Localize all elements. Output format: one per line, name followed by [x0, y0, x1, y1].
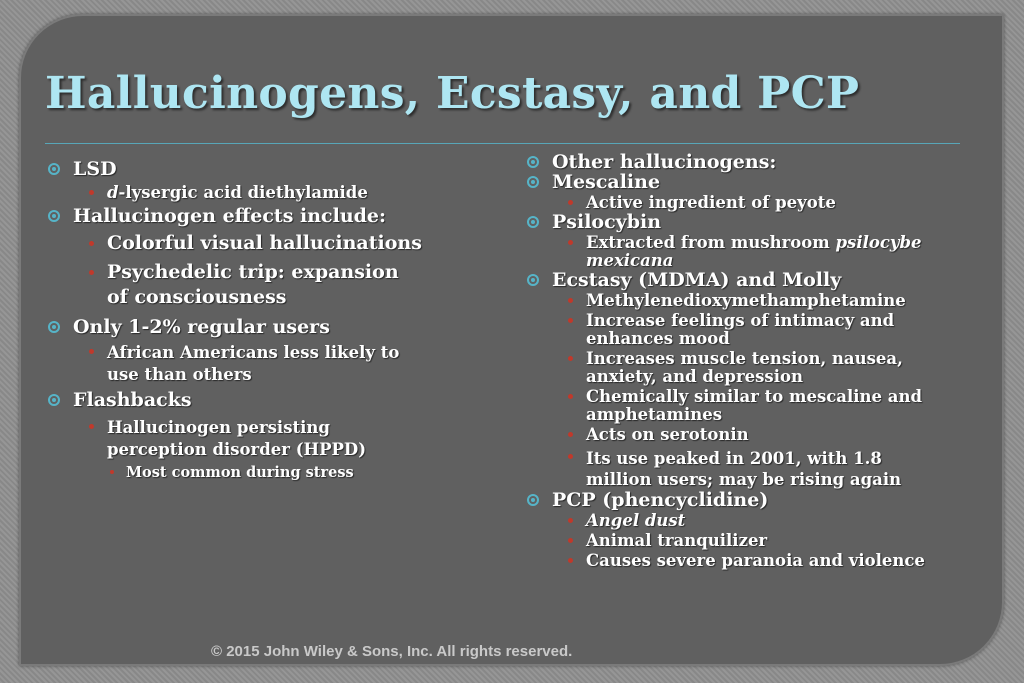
bullet-pcp — [525, 490, 985, 510]
bullet-label: Ecstasy (MDMA) and Molly — [552, 269, 842, 291]
sub-bullet-text: Angel dust — [586, 511, 686, 530]
sub-bullet-ecstasy — [525, 388, 966, 424]
bullet-label: Other hallucinogens: — [552, 151, 777, 173]
sub-bullet-text: Active ingredient of peyote — [586, 193, 836, 212]
dot-bullet-icon — [89, 190, 94, 195]
dot-bullet-icon — [89, 349, 94, 354]
bullet-effects — [46, 205, 466, 227]
dot-bullet-icon — [568, 518, 573, 523]
sub-bullet-effect — [46, 231, 466, 256]
sub-bullet-peyote — [525, 194, 985, 212]
sub-bullet-text: Chemically similar to mescaline and amphetamines — [586, 387, 922, 424]
left-column — [46, 155, 466, 482]
ring-bullet-icon — [48, 163, 60, 175]
bullet-other-hallucinogens — [525, 152, 985, 172]
bullet-label: LSD — [73, 158, 117, 180]
sub-bullet-text: Its use peaked in 2001, with 1.8 million users; may be rising again — [586, 449, 902, 489]
sub-sub-bullet-text: Most common during stress — [126, 464, 354, 481]
ring-bullet-icon — [48, 210, 60, 222]
italic-prefix: d — [107, 183, 119, 202]
sub-bullet-text: Extracted from mushroom — [586, 233, 836, 252]
sub-bullet-text: Colorful visual hallucinations — [107, 232, 422, 254]
sub-bullet-ecstasy — [525, 292, 985, 310]
dot-bullet-icon — [568, 356, 573, 361]
bullet-label: Psilocybin — [552, 211, 662, 233]
slide-title: Hallucinogens, Ecstasy, and PCP — [45, 68, 860, 119]
dot-bullet-icon — [568, 298, 573, 303]
bullet-users — [46, 316, 466, 338]
dot-bullet-icon — [89, 241, 94, 246]
sub-bullet-text: Causes severe paranoia and violence — [586, 551, 925, 570]
bullet-flashbacks — [46, 389, 466, 411]
sub-bullet-ecstasy — [525, 312, 926, 348]
italic-species: psilocybe mexicana — [586, 233, 922, 270]
sub-bullet-text: Increases muscle tension, nausea, anxiety, and depression — [586, 349, 903, 386]
bullet-ecstasy — [525, 270, 985, 290]
sub-bullet-pcp — [525, 552, 985, 570]
sub-bullet-pcp — [525, 512, 985, 530]
sub-bullet-lsd-name — [46, 183, 466, 202]
sub-sub-bullet-stress — [46, 464, 466, 482]
sub-bullet-pcp — [525, 532, 985, 550]
ring-bullet-icon — [48, 321, 60, 333]
dot-bullet-icon — [568, 240, 573, 245]
bullet-psilocybin — [525, 212, 985, 232]
right-column — [525, 152, 985, 570]
sub-bullet-users — [46, 342, 407, 386]
bullet-label: Mescaline — [552, 171, 661, 193]
sub-bullet-text: Methylenedioxymethamphetamine — [586, 291, 906, 310]
bullet-mescaline — [525, 172, 985, 192]
dot-bullet-icon — [568, 394, 573, 399]
bullet-label: Hallucinogen effects include: — [73, 205, 387, 227]
bullet-label: Only 1-2% regular users — [73, 316, 330, 338]
dot-bullet-icon — [89, 424, 94, 429]
dot-bullet-icon — [568, 538, 573, 543]
copyright-footer: © 2015 John Wiley & Sons, Inc. All rights reserved. — [211, 643, 573, 660]
sub-bullet-text: -lysergic acid diethylamide — [118, 183, 368, 202]
dot-bullet-icon — [568, 318, 573, 323]
dot-bullet-icon — [568, 454, 573, 459]
ring-bullet-icon — [527, 274, 539, 286]
bullet-label: PCP (phencyclidine) — [552, 489, 769, 511]
sub-bullet-ecstasy — [525, 426, 985, 444]
sub-bullet-mushroom — [525, 234, 956, 270]
sub-bullet-text: Hallucinogen persisting perception disorder (HPPD) — [107, 418, 367, 459]
ring-bullet-icon — [527, 156, 539, 168]
dot-bullet-icon — [110, 470, 114, 474]
sub-bullet-ecstasy — [525, 350, 936, 386]
ring-bullet-icon — [527, 216, 539, 228]
sub-bullet-effect — [46, 260, 407, 310]
sub-bullet-text: Increase feelings of intimacy and enhances mood — [586, 311, 895, 348]
sub-bullet-hppd — [46, 417, 387, 461]
sub-bullet-text: Psychedelic trip: expansion of consciousness — [107, 261, 399, 308]
ring-bullet-icon — [48, 394, 60, 406]
bullet-label: Flashbacks — [73, 389, 192, 411]
sub-bullet-text: Animal tranquilizer — [586, 531, 768, 550]
dot-bullet-icon — [568, 558, 573, 563]
title-divider — [45, 143, 960, 144]
sub-bullet-text: African Americans less likely to use than others — [107, 343, 400, 384]
ring-bullet-icon — [527, 494, 539, 506]
dot-bullet-icon — [89, 270, 94, 275]
dot-bullet-icon — [568, 200, 573, 205]
ring-bullet-icon — [527, 176, 539, 188]
dot-bullet-icon — [568, 432, 573, 437]
sub-bullet-text: Acts on serotonin — [586, 425, 749, 444]
bullet-lsd — [46, 158, 466, 180]
sub-bullet-ecstasy — [525, 448, 946, 490]
